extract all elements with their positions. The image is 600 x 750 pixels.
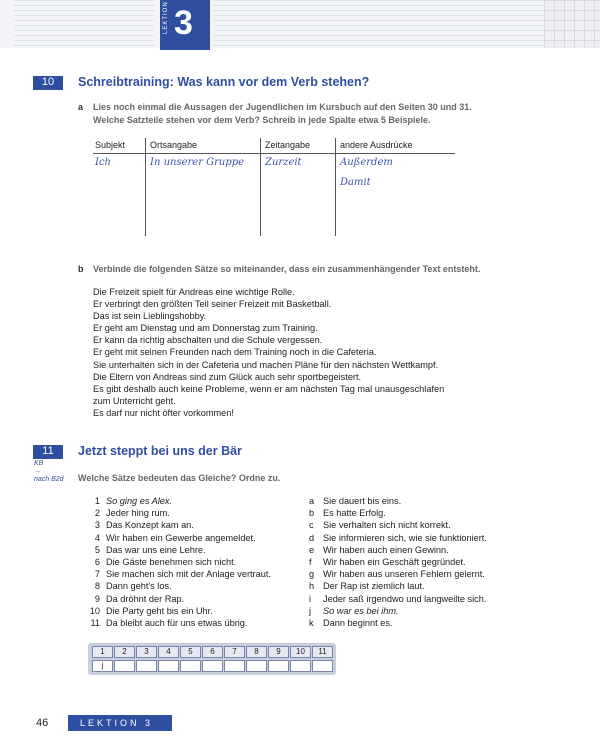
text-line: Sie unterhalten sich in der Cafeteria und machen Pläne für den nächsten Wettkampf. xyxy=(93,359,439,370)
answer-slot-3[interactable] xyxy=(136,660,157,672)
list-item: 11 Da bleibt auch für uns etwas übrig. xyxy=(90,618,248,629)
list-item: 2 Jeder hing rum. xyxy=(94,508,170,519)
column-zeitangabe: Zeitangabe xyxy=(265,140,311,150)
exercise-10-title: Schreibtraining: Was kann vor dem Verb stehen? xyxy=(78,75,370,89)
exercise-10b-text xyxy=(93,286,444,419)
answer-grid xyxy=(88,643,336,675)
answer-slot-4[interactable] xyxy=(158,660,179,672)
column-ortsangabe: Ortsangabe xyxy=(150,140,198,150)
kb-target: nach B2d xyxy=(34,476,64,483)
text-line: Das ist sein Lieblingshobby. xyxy=(93,311,207,322)
entry-andere-1[interactable]: Außerdem xyxy=(340,157,393,168)
page-number: 46 xyxy=(36,717,49,729)
answer-slot-11[interactable] xyxy=(312,660,333,672)
list-item: 8 Dann geht's los. xyxy=(94,581,172,592)
entry-ortsangabe[interactable]: In unserer Gruppe xyxy=(150,157,245,168)
header-grid xyxy=(544,0,600,48)
exercise-11-instruction: Welche Sätze bedeuten das Gleiche? Ordne zu. xyxy=(78,473,281,483)
list-item: 1 So ging es Alex. xyxy=(94,496,173,506)
exercise-10a-instruction-line2: Welche Satzteile stehen vor dem Verb? Schreib in jede Spalte etwa 5 Beispiele. xyxy=(93,114,431,125)
text-line: Es gibt deshalb auch keine Probleme, wenn er am nächsten Tag mal unausgeschlafen xyxy=(93,383,445,394)
text-line: Die Eltern von Andreas sind zum Glück auch sehr sportbegeistert. xyxy=(93,371,362,382)
kb-label: KB xyxy=(34,460,44,467)
list-item: j So war es bei ihm. xyxy=(309,605,399,616)
answer-slot-2[interactable] xyxy=(114,660,135,672)
column-andere: andere Ausdrücke xyxy=(340,140,413,150)
list-item: h Der Rap ist ziemlich laut. xyxy=(309,581,425,592)
text-line: Er geht am Dienstag und am Donnerstag zum Training. xyxy=(93,323,318,334)
exercise-10b-letter: b xyxy=(78,264,84,274)
list-item: e Wir haben auch einen Gewinn. xyxy=(309,544,449,555)
list-item: 9 Da dröhnt der Rap. xyxy=(94,593,185,604)
answer-number: 1 xyxy=(92,646,113,658)
exercise-10a-instruction-line1: Lies noch einmal die Aussagen der Jugendlichen im Kursbuch auf den Seiten 30 und 31. xyxy=(93,102,472,112)
list-item: 7 Sie machen sich mit der Anlage vertraut. xyxy=(94,569,271,580)
text-line: Er kann da richtig abschalten und die Schule vergessen. xyxy=(93,335,323,346)
right-sentence-list xyxy=(309,495,487,629)
answer-number: 2 xyxy=(114,646,135,658)
answer-slot-7[interactable] xyxy=(224,660,245,672)
entry-subjekt[interactable]: Ich xyxy=(95,157,111,168)
kb-arrow: → xyxy=(34,468,41,475)
column-subjekt: Subjekt xyxy=(95,140,126,150)
answer-slot-5[interactable] xyxy=(180,660,201,672)
exercise-11-title: Jetzt steppt bei uns der Bär xyxy=(78,444,242,458)
text-line: zum Unterricht geht. xyxy=(93,395,176,406)
exercise-11-rule xyxy=(33,458,63,459)
answer-number: 8 xyxy=(246,646,267,658)
table-header-rule xyxy=(93,153,455,154)
exercise-10-rule xyxy=(33,89,63,90)
text-line: Die Freizeit spielt für Andreas eine wichtige Rolle. xyxy=(93,287,295,297)
answer-number: 6 xyxy=(202,646,223,658)
list-item: a Sie dauert bis eins. xyxy=(309,496,402,506)
answer-number: 4 xyxy=(158,646,179,658)
lektion-tab-number: 3 xyxy=(174,4,193,42)
text-line: Es darf nur nicht öfter vorkommen! xyxy=(93,407,234,418)
answer-number: 5 xyxy=(180,646,201,658)
table-divider-2 xyxy=(260,138,261,236)
answer-number: 11 xyxy=(312,646,333,658)
list-item: 4 Wir haben ein Gewerbe angemeldet. xyxy=(94,532,256,543)
list-item: g Wir haben aus unseren Fehlern gelernt. xyxy=(309,569,485,580)
entry-zeitangabe[interactable]: Zurzeit xyxy=(265,157,302,168)
answer-slot-10[interactable] xyxy=(290,660,311,672)
answer-slot-1[interactable]: j xyxy=(92,660,113,672)
list-item: 5 Das war uns eine Lehre. xyxy=(94,544,206,555)
answer-number: 7 xyxy=(224,646,245,658)
list-item: k Dann beginnt es. xyxy=(309,618,393,629)
header-stripes-left xyxy=(14,0,154,48)
text-line: Er verbringt den größten Teil seiner Freizeit mit Basketball. xyxy=(93,299,332,310)
footer-lektion-label: LEKTION 3 xyxy=(68,715,172,731)
exercise-10a-instruction xyxy=(93,101,472,126)
list-item: c Sie verhalten sich nicht korrekt. xyxy=(309,520,451,531)
list-item: b Es hatte Erfolg. xyxy=(309,508,386,519)
lektion-tab-label: LEKTION xyxy=(163,1,169,34)
list-item: 3 Das Konzept kam an. xyxy=(94,520,194,531)
text-line: Er geht mit seinen Freunden nach dem Training noch in die Cafeteria. xyxy=(93,347,377,358)
table-divider-1 xyxy=(145,138,146,236)
table-divider-3 xyxy=(335,138,336,236)
answer-number: 10 xyxy=(290,646,311,658)
answer-slot-9[interactable] xyxy=(268,660,289,672)
lektion-tab xyxy=(160,0,210,50)
exercise-11-number: 11 xyxy=(33,445,63,458)
answer-number: 9 xyxy=(268,646,289,658)
list-item: i Jeder saß irgendwo und langweilte sich. xyxy=(309,593,487,604)
exercise-10-number: 10 xyxy=(33,76,63,89)
answer-number: 3 xyxy=(136,646,157,658)
answer-slot-8[interactable] xyxy=(246,660,267,672)
list-item: 6 Die Gäste benehmen sich nicht. xyxy=(94,557,237,568)
list-item: f Wir haben ein Geschäft gegründet. xyxy=(309,557,466,568)
list-item: d Sie informieren sich, wie sie funktioniert. xyxy=(309,532,487,543)
list-item: 10 Die Party geht bis ein Uhr. xyxy=(89,605,213,616)
kb-reference xyxy=(34,460,64,484)
exercise-10b-instruction: Verbinde die folgenden Sätze so miteinander, dass ein zusammenhängender Text entsteht. xyxy=(93,264,481,274)
header-stripes-right xyxy=(214,0,544,48)
left-sentence-list xyxy=(86,495,271,629)
answer-slot-6[interactable] xyxy=(202,660,223,672)
exercise-10a-letter: a xyxy=(78,102,84,112)
entry-andere-2[interactable]: Damit xyxy=(340,177,371,188)
